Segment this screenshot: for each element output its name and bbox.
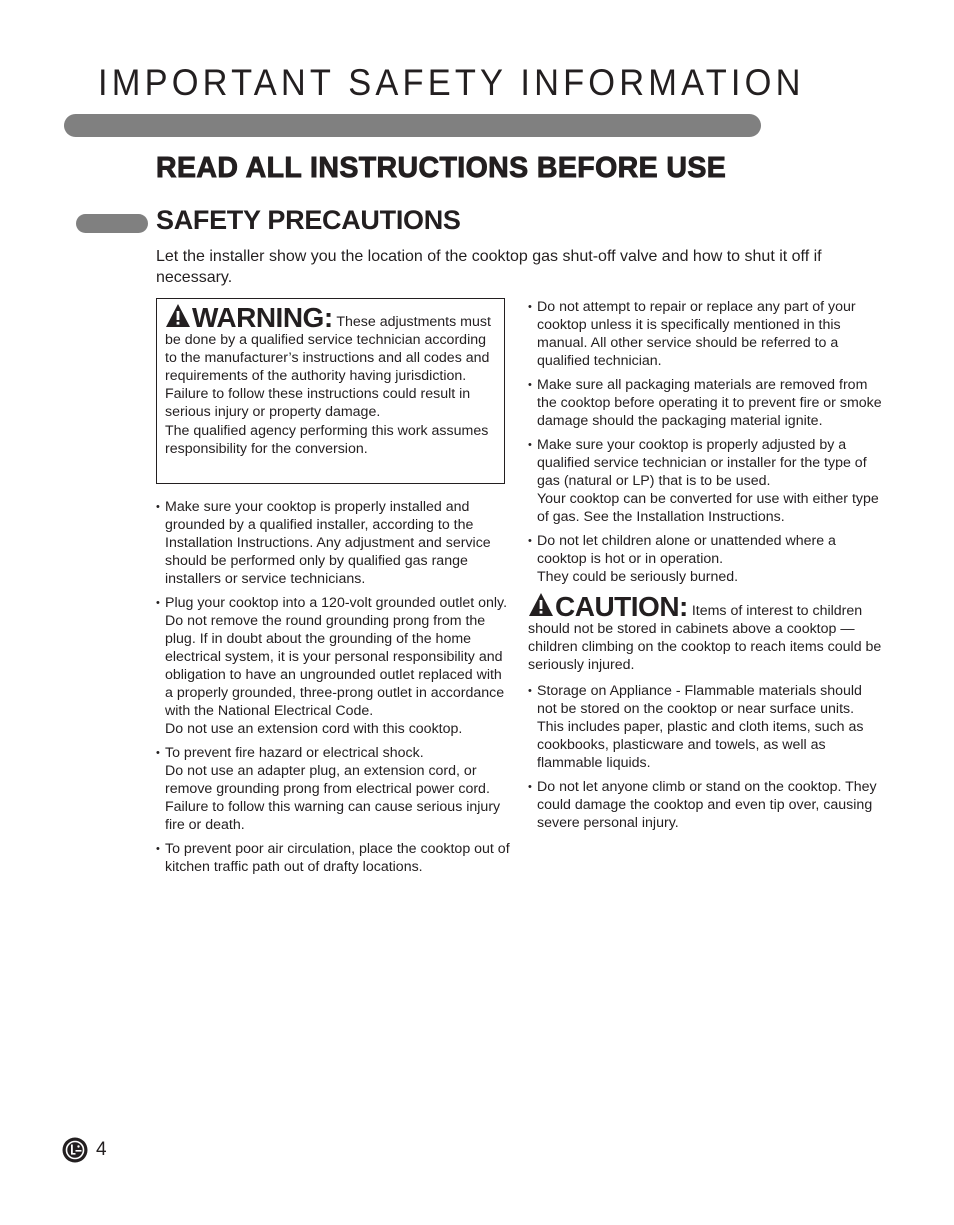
- lg-logo-icon: [62, 1137, 88, 1163]
- page-number: 4: [96, 1139, 107, 1160]
- bullet-item: [156, 840, 512, 876]
- bullet-item: [528, 298, 884, 370]
- left-bullet-list: [156, 498, 512, 876]
- bullet-text: Do not use an adapter plug, an extension cord, or remove grounding prong from electrical power cord. Failure to follow this warning can cause serious injury fire or death.: [165, 763, 501, 833]
- bullet-text: Do not use an extension cord with this cooktop.: [165, 721, 463, 737]
- bullet-item: [156, 744, 512, 834]
- bullet-item: [528, 376, 884, 430]
- bullet-text: • Do not let anyone climb or stand on the cooktop. They could damage the cooktop and even tip over, causing severe personal injury.: [537, 779, 877, 831]
- left-column: [156, 498, 512, 882]
- page-title: IMPORTANT SAFETY INFORMATION: [98, 62, 805, 103]
- bullet-text: • To prevent poor air circulation, place the cooktop out of kitchen traffic path out of drafty locations.: [165, 841, 510, 875]
- title-bar: [64, 114, 761, 137]
- bullet-text: • Do not attempt to repair or replace any part of your cooktop unless it is specifically mentioned in this manual. All other service should be referred to a qualified technician.: [537, 299, 856, 369]
- bullet-item: [156, 594, 512, 738]
- bullet-text: They could be seriously burned.: [537, 569, 739, 585]
- warning-lead: These adjustments must be done by a qualified service technician according to the manufacturer’s instructions and all codes and requirements of the authority having jurisdiction.: [165, 314, 491, 385]
- main-heading: READ ALL INSTRUCTIONS BEFORE USE: [156, 152, 727, 184]
- caution-label: CAUTION:: [555, 591, 688, 622]
- bullet-item: [528, 436, 884, 526]
- warning-label: WARNING:: [192, 302, 333, 333]
- caution-icon: [528, 592, 554, 617]
- bullet-item: [528, 682, 884, 772]
- caution-bullet-list: [528, 682, 884, 832]
- section-pill: [76, 214, 148, 233]
- warning-icon: [165, 303, 191, 328]
- bullet-item: [528, 778, 884, 832]
- intro-text: Let the installer show you the location of the cooktop gas shut-off valve and how to shut it off if necessary.: [156, 248, 822, 286]
- warning-line: The qualified agency performing this work assumes responsibility for the conversion.: [165, 422, 489, 457]
- bullet-text: • To prevent fire hazard or electrical shock.: [165, 745, 424, 761]
- right-column: [528, 298, 884, 838]
- bullet-text: • Make sure your cooktop is properly adjusted by a qualified service technician or installer for the type of gas (natural or LP) that is to be used.: [537, 437, 867, 489]
- section-heading: SAFETY PRECAUTIONS: [156, 205, 461, 235]
- bullet-text: • Make sure your cooktop is properly installed and grounded by a qualified installer, according to the Installation Instructions. Any adjustment and service should be performed only by qualified gas range installers or service technicians.: [165, 499, 491, 587]
- caution-block: [528, 592, 884, 674]
- bullet-item: [156, 498, 512, 588]
- warning-line: Failure to follow these instructions could result in serious injury or property damage.: [165, 386, 471, 421]
- caution-text: Items of interest to children should not be stored in cabinets above a cooktop —children climbing on the cooktop to reach items could be seriously injured.: [528, 603, 882, 673]
- bullet-text: Your cooktop can be converted for use with either type of gas. See the Installation Instructions.: [537, 491, 879, 525]
- bullet-text: • Plug your cooktop into a 120-volt grounded outlet only. Do not remove the round grounding prong from the plug. If in doubt about the grounding of the home electrical system, it is your personal responsibility and obligation to have an ungrounded outlet replaced with a properly grounded, three-prong outlet in accordance with the National Electrical Code.: [165, 595, 508, 719]
- right-bullet-list: [528, 298, 884, 586]
- bullet-text: • Storage on Appliance - Flammable materials should not be stored on the cooktop or near surface units. This includes paper, plastic and cloth items, such as cookbooks, plasticware and towels, as well as flammable liquids.: [537, 683, 864, 771]
- bullet-text: • Make sure all packaging materials are removed from the cooktop before operating it to prevent fire or smoke damage should the packaging material ignite.: [537, 377, 882, 429]
- bullet-item: [528, 532, 884, 586]
- bullet-text: • Do not let children alone or unattended where a cooktop is hot or in operation.: [537, 533, 836, 567]
- warning-box: [156, 298, 505, 484]
